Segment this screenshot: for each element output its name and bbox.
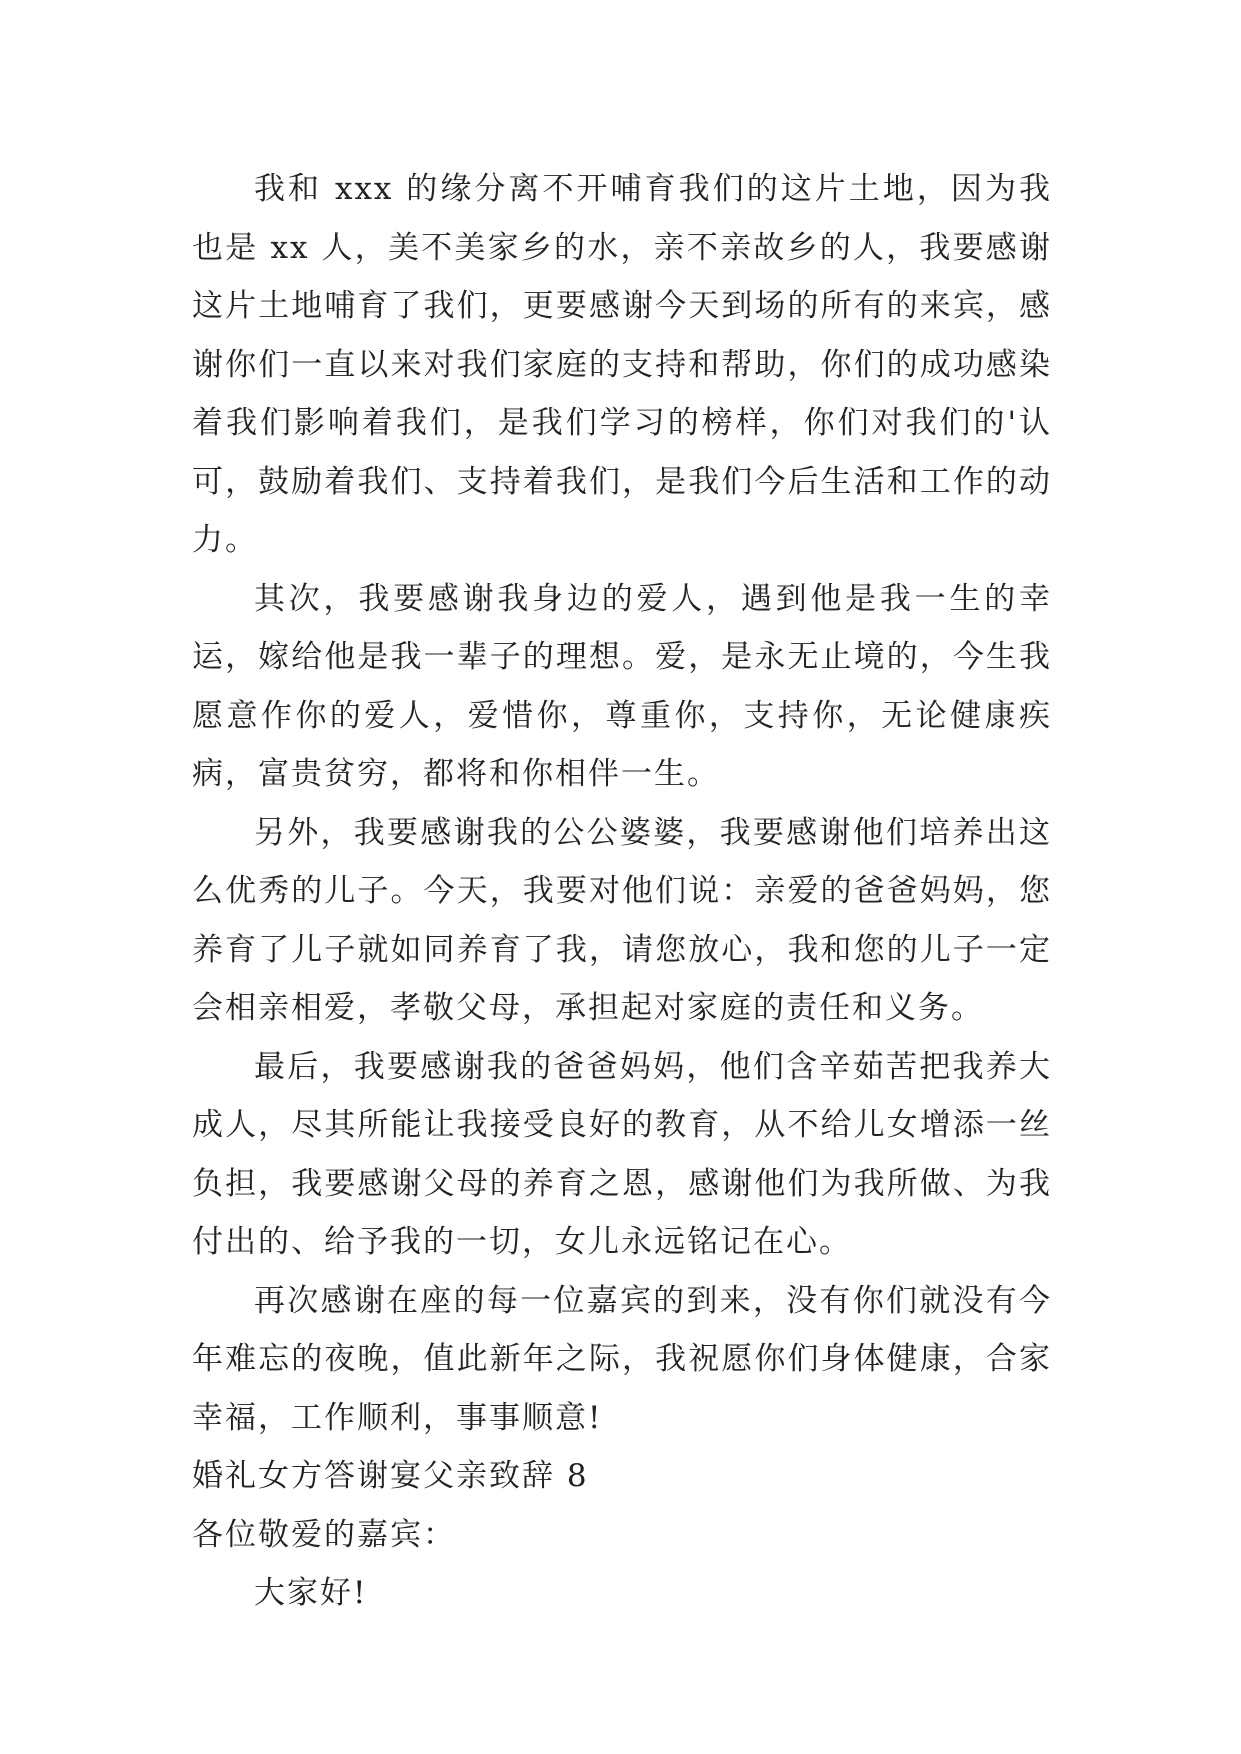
section-title: 婚礼女方答谢宴父亲致辞 8 (192, 1458, 589, 1494)
salutation: 各位敬爱的嘉宾： (192, 1516, 456, 1553)
document-body (192, 160, 1052, 1623)
greeting: 大家好! (254, 1575, 368, 1611)
paragraph-gratitude-land: 我和 xxx 的缘分离不开哺育我们的这片土地，因为我也是 xx 人，美不美家乡的水，亲不亲故乡的人，我要感谢这片土地哺育了我们，更要感谢今天到场的所有的来宾，感谢你们一直以来对我们家庭的支持和帮助，你们的成功感染着我们影响着我们，是我们学习的榜样，你们对我们的'认可，鼓励着我们、支持着我们，是我们今后生活和工作的动力。 (192, 171, 1052, 558)
paragraph-gratitude-in-laws: 另外，我要感谢我的公公婆婆，我要感谢他们培养出这么优秀的儿子。今天，我要对他们说：亲爱的爸爸妈妈，您养育了儿子就如同养育了我，请您放心，我和您的儿子一定会相亲相爱，孝敬父母，承担起对家庭的责任和义务。 (192, 814, 1052, 1026)
paragraph-closing-wishes: 再次感谢在座的每一位嘉宾的到来，没有你们就没有今年难忘的夜晚，值此新年之际，我祝愿你们身体健康，合家幸福，工作顺利，事事顺意! (192, 1282, 1052, 1436)
paragraph-gratitude-parents: 最后，我要感谢我的爸爸妈妈，他们含辛茹苦把我养大成人，尽其所能让我接受良好的教育，从不给儿女增添一丝负担，我要感谢父母的养育之恩，感谢他们为我所做、为我付出的、给予我的一切，女儿永远铭记在心。 (192, 1048, 1052, 1260)
paragraph-gratitude-spouse: 其次，我要感谢我身边的爱人，遇到他是我一生的幸运，嫁给他是我一辈子的理想。爱，是永无止境的，今生我愿意作你的爱人，爱惜你，尊重你，支持你，无论健康疾病，富贵贫穷，都将和你相伴一生。 (192, 580, 1052, 792)
